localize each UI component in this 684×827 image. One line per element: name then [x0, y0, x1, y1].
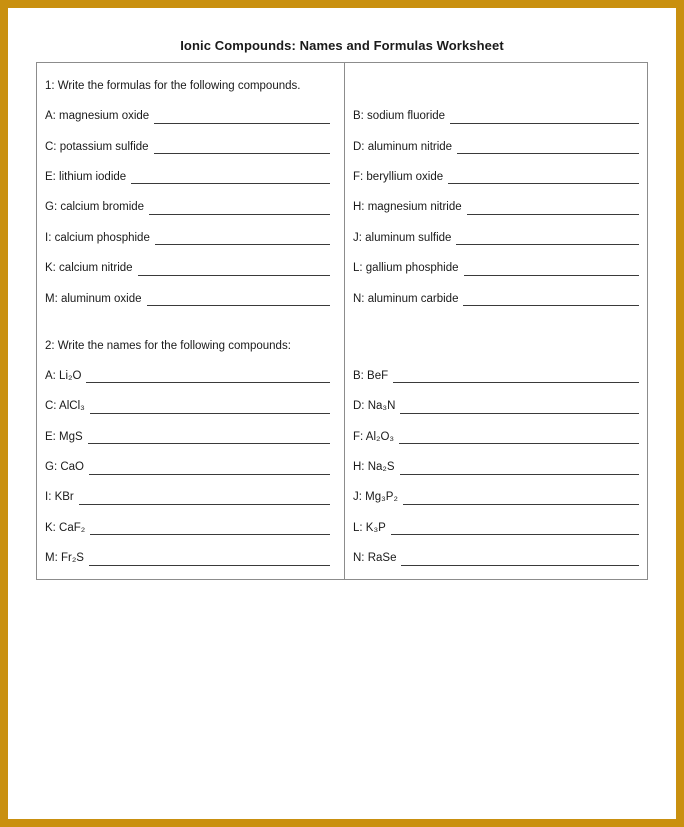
compound-label: E: MgS	[45, 430, 83, 443]
worksheet-item	[37, 482, 344, 512]
section-spacer	[37, 314, 344, 331]
worksheet-item	[345, 391, 647, 421]
compound-label: L: gallium phosphide	[353, 262, 459, 275]
worksheet-item	[37, 543, 344, 573]
worksheet-item	[37, 101, 344, 131]
answer-blank	[400, 399, 639, 414]
compound-label: G: CaO	[45, 461, 84, 474]
answer-blank	[79, 490, 330, 505]
worksheet-item	[345, 422, 647, 452]
worksheet-item	[37, 253, 344, 283]
answer-blank	[399, 429, 639, 444]
section-spacer	[345, 314, 647, 331]
compound-label: A: magnesium oxide	[45, 110, 150, 123]
answer-blank	[464, 261, 640, 276]
answer-blank	[457, 139, 639, 154]
worksheet-item	[37, 513, 344, 543]
compound-label: H: magnesium nitride	[353, 201, 462, 214]
compound-label: A: Li₂O	[45, 369, 82, 382]
worksheet-item	[37, 162, 344, 192]
worksheet-item	[37, 391, 344, 421]
worksheet-item	[37, 283, 344, 313]
answer-blank	[149, 200, 330, 215]
worksheet-item	[345, 223, 647, 253]
answer-blank	[463, 291, 639, 306]
worksheet-item	[345, 162, 647, 192]
compound-label: B: sodium fluoride	[353, 110, 446, 123]
answer-blank	[131, 169, 330, 184]
answer-blank	[450, 109, 639, 124]
worksheet-item	[345, 101, 647, 131]
compound-label: M: aluminum oxide	[45, 292, 142, 305]
answer-blank	[90, 520, 330, 535]
section2-heading-spacer	[345, 331, 647, 361]
answer-blank	[89, 460, 330, 475]
compound-label: N: RaSe	[353, 552, 397, 565]
compound-label: B: BeF	[353, 369, 389, 382]
answer-blank	[89, 551, 330, 566]
answer-blank	[393, 368, 639, 383]
answer-blank	[467, 200, 639, 215]
worksheet-item	[37, 192, 344, 222]
compound-label: C: AlCl₃	[45, 400, 85, 413]
compound-label: F: Al₂O₃	[353, 430, 395, 443]
compound-label: H: Na₂S	[353, 461, 395, 474]
answer-blank	[401, 551, 639, 566]
worksheet-item	[345, 192, 647, 222]
compound-label: J: Mg₃P₂	[353, 491, 398, 504]
answer-blank	[154, 109, 330, 124]
compound-label: C: potassium sulfide	[45, 140, 149, 153]
answer-blank	[138, 261, 330, 276]
table-column-left	[37, 63, 344, 579]
worksheet-item	[345, 253, 647, 283]
worksheet-item	[345, 361, 647, 391]
compound-label: E: lithium iodide	[45, 170, 127, 183]
worksheet-item	[37, 131, 344, 161]
compound-label: I: KBr	[45, 491, 74, 504]
section2-heading: 2: Write the names for the following compounds:	[45, 339, 291, 352]
compound-label: J: aluminum sulfide	[353, 231, 452, 244]
compound-label: F: beryllium oxide	[353, 170, 444, 183]
worksheet-item	[37, 452, 344, 482]
worksheet-item	[37, 223, 344, 253]
answer-blank	[154, 139, 330, 154]
answer-blank	[88, 429, 330, 444]
compound-label: I: calcium phosphide	[45, 231, 150, 244]
compound-label: M: Fr₂S	[45, 552, 84, 565]
worksheet-item	[345, 452, 647, 482]
worksheet-item	[345, 283, 647, 313]
worksheet-item	[37, 422, 344, 452]
worksheet-item	[345, 513, 647, 543]
answer-blank	[86, 368, 330, 383]
worksheet-item	[345, 543, 647, 573]
compound-label: D: aluminum nitride	[353, 140, 453, 153]
answer-blank	[400, 460, 639, 475]
page-title: Ionic Compounds: Names and Formulas Worksheet	[180, 38, 504, 53]
compound-label: K: calcium nitride	[45, 262, 133, 275]
answer-blank	[391, 520, 639, 535]
answer-blank	[90, 399, 330, 414]
worksheet-item	[345, 482, 647, 512]
answer-blank	[448, 169, 639, 184]
compound-label: D: Na₃N	[353, 400, 396, 413]
section1-heading: 1: Write the formulas for the following compounds.	[45, 80, 301, 92]
answer-blank	[456, 230, 639, 245]
compound-label: L: K₃P	[353, 521, 386, 534]
worksheet-item	[345, 131, 647, 161]
compound-label: K: CaF₂	[45, 521, 86, 534]
answer-blank	[403, 490, 639, 505]
section1-heading-spacer	[345, 71, 647, 101]
worksheet-table	[36, 62, 648, 580]
compound-label: G: calcium bromide	[45, 201, 145, 214]
worksheet-item	[37, 361, 344, 391]
table-column-right	[344, 63, 647, 579]
compound-label: N: aluminum carbide	[353, 292, 459, 305]
answer-blank	[147, 291, 330, 306]
answer-blank	[155, 230, 330, 245]
